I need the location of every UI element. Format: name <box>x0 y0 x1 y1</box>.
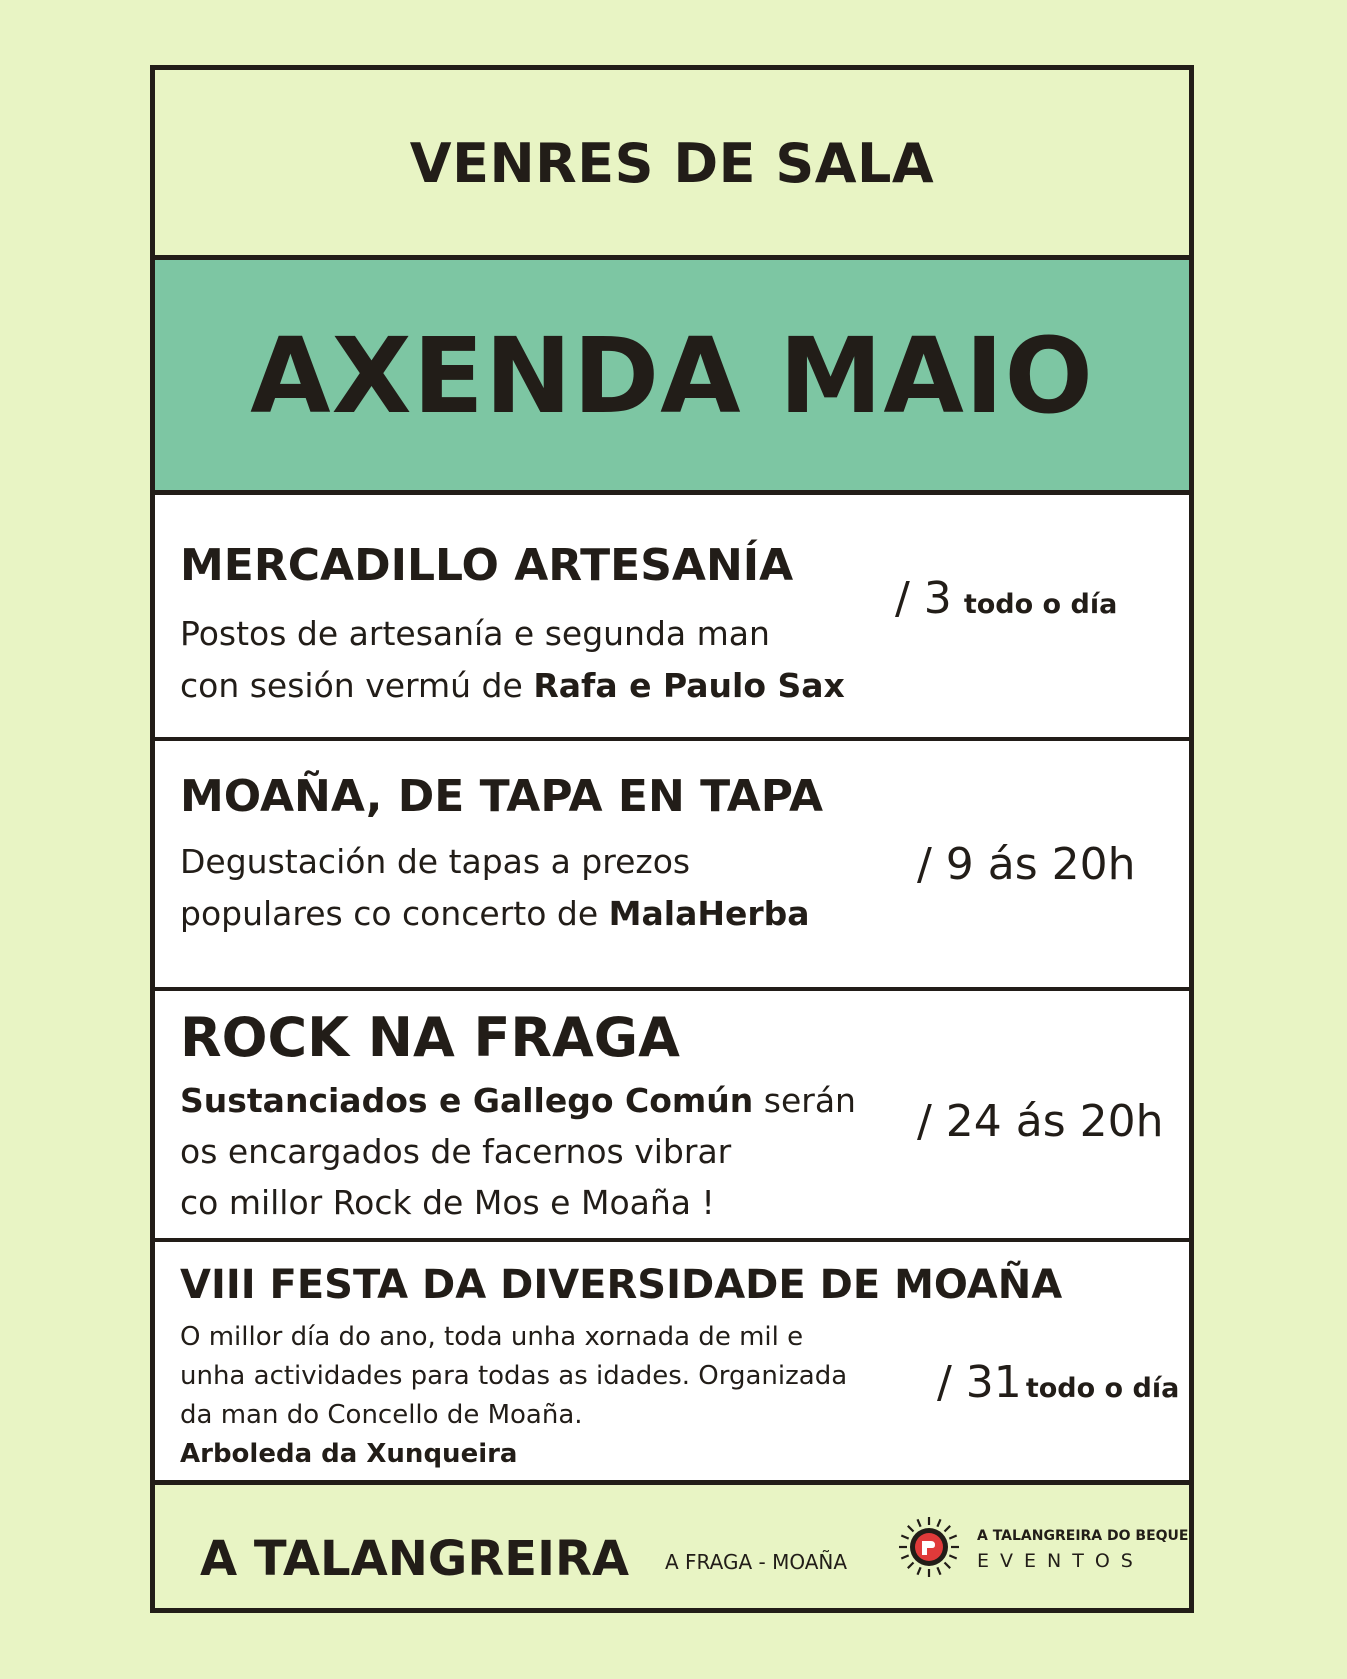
event-performer: Rafa e Paulo Sax <box>533 666 845 705</box>
event-desc-line <box>180 1075 856 1126</box>
event-tapa <box>155 741 1189 991</box>
event-desc-line <box>180 660 845 712</box>
footer-place: A FRAGA - MOAÑA <box>665 1550 848 1574</box>
event-desc-text: serán <box>753 1081 856 1120</box>
event-time: todo o día <box>963 589 1118 620</box>
event-time: todo o día <box>1025 1373 1180 1404</box>
event-desc-line: Degustación de tapas a prezos <box>180 842 691 881</box>
event-festa <box>155 1242 1189 1485</box>
footer-org-name: A TALANGREIRA DO BEQUE <box>977 1528 1189 1544</box>
event-title: MOAÑA, DE TAPA EN TAPA <box>180 771 824 822</box>
event-date <box>895 573 1117 624</box>
header-subtitle: VENRES DE SALA <box>409 132 935 195</box>
event-desc-line: da man do Concello de Moaña. <box>180 1400 583 1430</box>
page-title: AXENDA MAIO <box>250 315 1094 437</box>
event-performer: Sustanciados e Gallego Común <box>180 1081 754 1120</box>
event-rock <box>155 991 1189 1242</box>
event-desc-text: populares co concerto de <box>180 894 609 933</box>
event-desc-line: os encargados de facernos vibrar <box>180 1132 732 1171</box>
event-desc-line <box>180 888 810 940</box>
event-day: / 31 <box>937 1357 1022 1408</box>
footer <box>155 1485 1189 1608</box>
title-banner <box>155 255 1189 495</box>
event-performer: MalaHerba <box>608 894 810 933</box>
event-venue: Arboleda da Xunqueira <box>180 1439 518 1469</box>
event-description <box>180 1318 847 1474</box>
event-date: / 24 ás 20h <box>917 1096 1164 1147</box>
footer-brand: A TALANGREIRA <box>200 1531 630 1587</box>
event-desc-line: O millor día do ano, toda unha xornada de mil e <box>180 1322 804 1352</box>
event-title: MERCADILLO ARTESANÍA <box>180 540 794 591</box>
event-day: / 3 <box>895 573 952 624</box>
poster <box>150 65 1194 1613</box>
event-date: / 9 ás 20h <box>917 839 1136 890</box>
event-description <box>180 836 810 940</box>
event-description <box>180 1075 856 1228</box>
event-mercadillo <box>155 495 1189 741</box>
sun-logo-icon <box>897 1515 961 1579</box>
footer-org-sub: EVENTOS <box>977 1550 1144 1572</box>
event-desc-line: Postos de artesanía e segunda man <box>180 614 770 653</box>
event-desc-line: unha actividades para todas as idades. Organizada <box>180 1361 848 1391</box>
event-title: VIII FESTA DA DIVERSIDADE DE MOAÑA <box>180 1262 1063 1308</box>
header-section <box>155 70 1189 255</box>
event-description <box>180 608 845 712</box>
event-desc-line: co millor Rock de Mos e Moaña ! <box>180 1183 715 1222</box>
event-title: ROCK NA FRAGA <box>180 1006 680 1069</box>
event-desc-text: con sesión vermú de <box>180 666 534 705</box>
event-date <box>937 1357 1179 1408</box>
